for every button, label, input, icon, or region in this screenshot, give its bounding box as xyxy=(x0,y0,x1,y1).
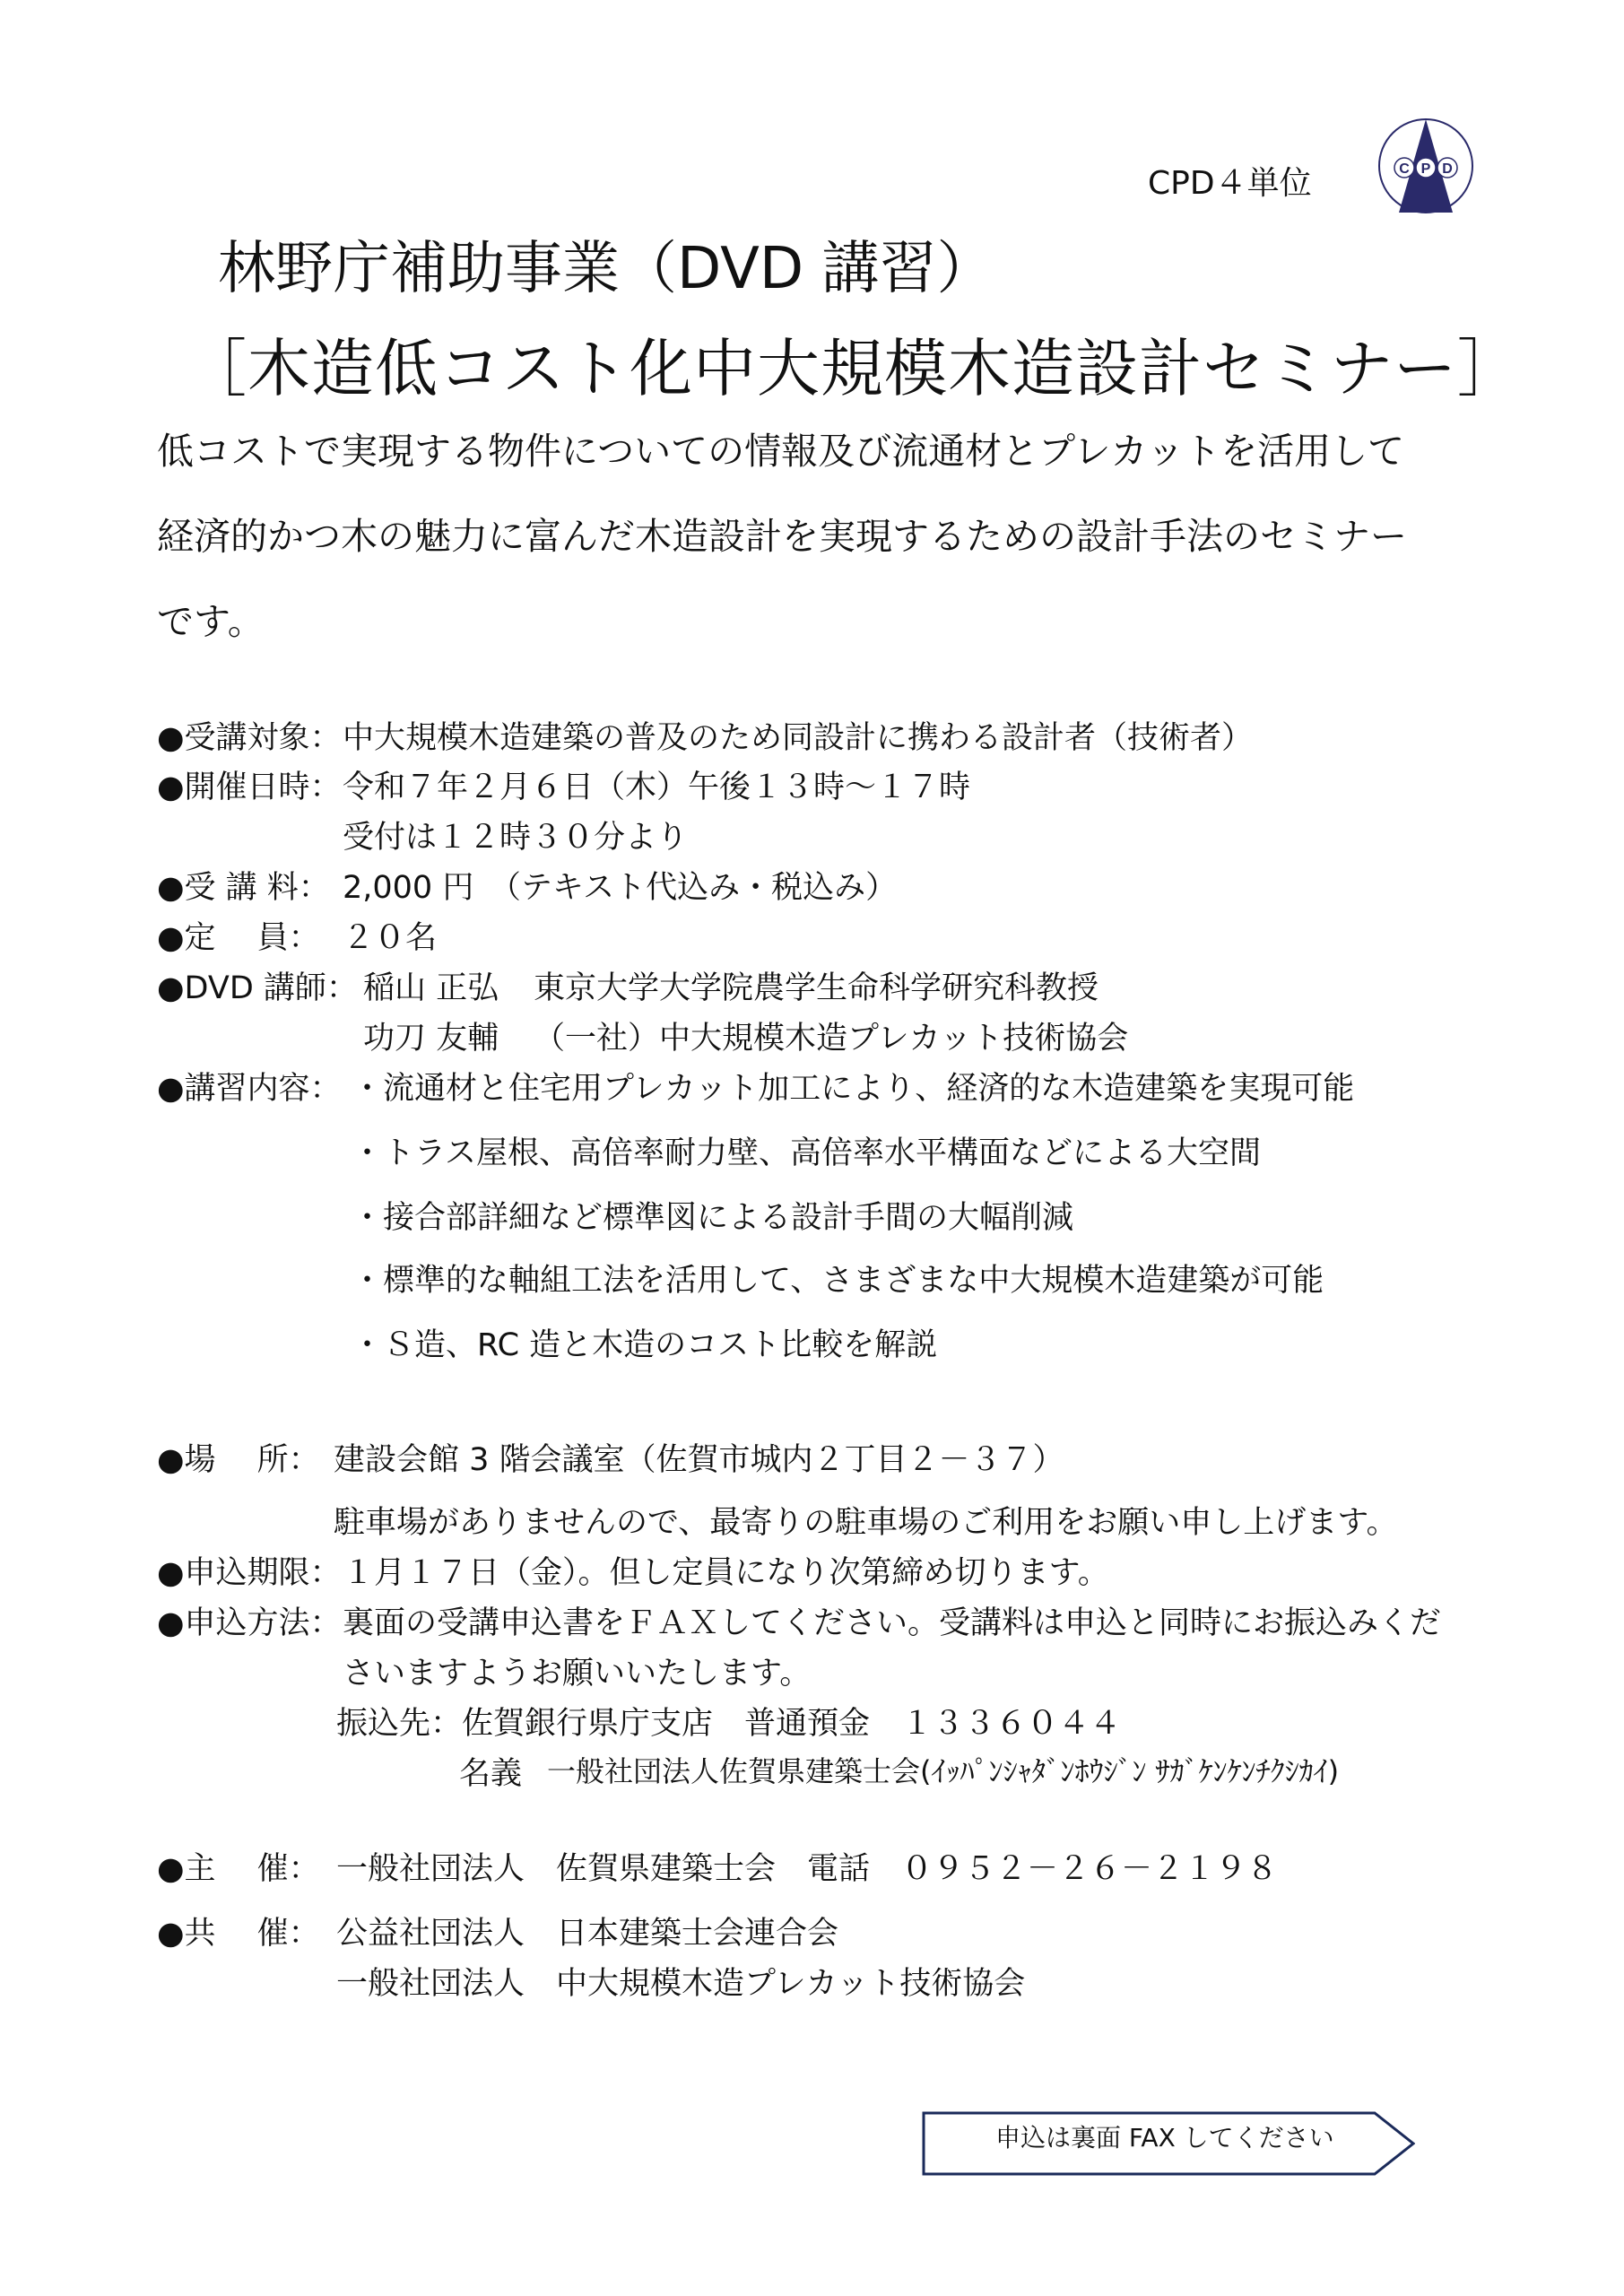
date-label: ●開催日時： xyxy=(157,770,342,805)
logo-letter-p: P xyxy=(1420,161,1431,177)
date-note: 受付は１２時３０分より xyxy=(343,820,689,856)
capacity-label: ●定 員： xyxy=(157,920,320,956)
logo-letter-d: D xyxy=(1442,161,1453,177)
method-label: ●申込方法： xyxy=(157,1605,342,1641)
content-label: ●講習内容： xyxy=(157,1071,342,1107)
deadline-label: ●申込期限： xyxy=(157,1555,342,1591)
content-item-1: ・流通材と住宅用プレカット加工により、経済的な木造建築を実現可能 xyxy=(352,1071,1355,1107)
intro-line-1: 低コストで実現する物件についての情報及び流通材とプレカットを活用して xyxy=(157,430,1405,473)
content-item-2: ・トラス屋根、高倍率耐力壁、高倍率水平構面などによる大空間 xyxy=(352,1135,1261,1171)
bank-label: 振込先： xyxy=(336,1706,463,1742)
cosponsor-label: ●共 催： xyxy=(157,1916,320,1952)
bank-value: 佐賀銀行県庁支店 普通預金 １３３６０４４ xyxy=(462,1706,1122,1742)
cpd-units: CPD４単位 xyxy=(1148,165,1312,202)
content-item-5: ・Ｓ造、RC 造と木造のコスト比較を解説 xyxy=(352,1327,938,1363)
method-value-line-2: さいますようお願いいたします。 xyxy=(343,1656,812,1692)
lecturer-2-name: 功刀 友輔 xyxy=(363,1021,499,1057)
date-value: 令和７年２月６日（木）午後１３時～１７時 xyxy=(343,770,971,805)
lecturer-2-affiliation: （一社）中大規模木造プレカット技術協会 xyxy=(534,1021,1129,1057)
method-value-line-1: 裏面の受講申込書をＦＡＸしてください。受講料は申込と同時にお振込みくだ xyxy=(343,1605,1442,1641)
deadline-value: １月１７日（金）。但し定員になり次第締め切ります。 xyxy=(343,1555,1109,1591)
intro-line-2: 経済的かつ木の魅力に富んだ木造設計を実現するための設計手法のセミナー xyxy=(157,515,1407,558)
fax-note: 申込は裏面 FAX してください xyxy=(995,2123,1334,2152)
logo-letter-c: C xyxy=(1399,161,1410,177)
venue-label: ●場 所： xyxy=(157,1442,320,1478)
capacity-value: ２０名 xyxy=(343,920,438,956)
holder-value: 一般社団法人佐賀県建築士会(ｲｯﾊﾟﾝｼｬﾀﾞﾝﾎｳｼﾞﾝ ｻｶﾞｹﾝｹﾝﾁｸｼｶｲ) xyxy=(547,1754,1340,1788)
cpd-logo xyxy=(1372,112,1480,220)
title-line-2: ［木造低コスト化中大規模木造設計セミナー］ xyxy=(184,332,1521,405)
target-label: ●受講対象： xyxy=(157,720,342,756)
venue-note: 駐車場がありませんので、最寄りの駐車場のご利用をお願い申し上げます。 xyxy=(334,1505,1398,1541)
target-value: 中大規模木造建築の普及のため同設計に携わる設計者（技術者） xyxy=(343,720,1254,756)
cosponsor-line-1: 公益社団法人 日本建築士会連合会 xyxy=(336,1916,839,1952)
organizer-value: 一般社団法人 佐賀県建築士会 電話 ０９５２－２６－２１９８ xyxy=(336,1851,1279,1887)
title-line-1: 林野庁補助事業（DVD 講習） xyxy=(218,236,994,302)
intro-line-3: です。 xyxy=(157,600,265,643)
content-item-3: ・接合部詳細など標準図による設計手間の大幅削減 xyxy=(352,1200,1074,1236)
cosponsor-line-2: 一般社団法人 中大規模木造プレカット技術協会 xyxy=(336,1966,1026,2002)
lecturers-label: ●DVD 講師： xyxy=(157,970,358,1006)
holder-label: 名義 xyxy=(459,1756,523,1792)
lecturer-1-name: 稲山 正弘 xyxy=(363,970,499,1006)
fee-value: 2,000 円 （テキスト代込み・税込み） xyxy=(343,870,898,906)
venue-value: 建設会館 3 階会議室（佐賀市城内２丁目２－３７） xyxy=(334,1442,1064,1478)
content-item-4: ・標準的な軸組工法を活用して、さまざまな中大規模木造建築が可能 xyxy=(352,1263,1324,1299)
fee-label: ●受 講 料： xyxy=(157,870,330,906)
organizer-label: ●主 催： xyxy=(157,1851,320,1887)
lecturer-1-affiliation: 東京大学大学院農学生命科学研究科教授 xyxy=(534,970,1099,1006)
